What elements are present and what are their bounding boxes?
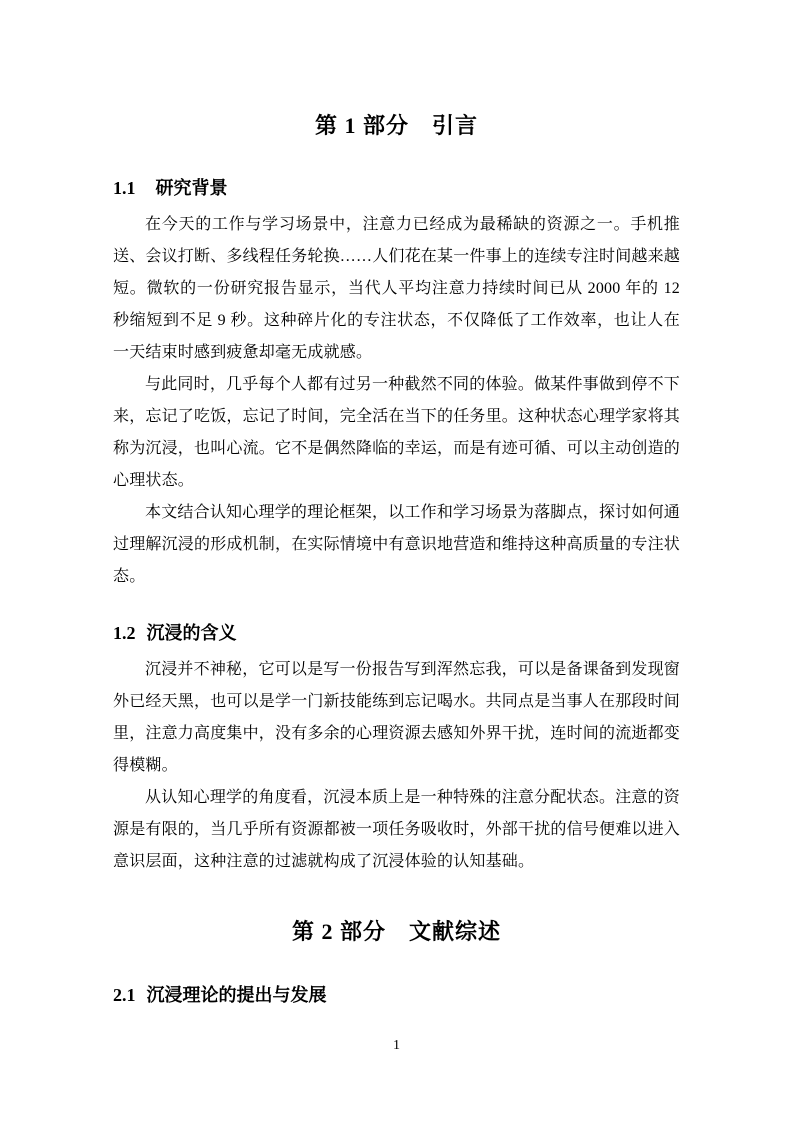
section-title: 研究背景 [155, 178, 228, 198]
paragraph: 从认知心理学的角度看，沉浸本质上是一种特殊的注意分配状态。注意的资源是有限的，当几乎所有资源都被一项任务吸收时，外部干扰的信号便难以进入意识层面，这种注意的过滤就构成了沉浸体验的认知基础。 [113, 789, 681, 870]
page-footer [0, 1036, 793, 1056]
section-heading-1-1 [113, 176, 680, 200]
section-number: 1.2 [113, 623, 136, 643]
section-title: 沉浸的含义 [146, 623, 237, 643]
paragraph: 沉浸并不神秘，它可以是写一份报告写到浑然忘我，可以是备课备到发现窗外已经天黑，也可以是学一门新技能练到忘记喝水。共同点是当事人在那段时间里，注意力高度集中，没有多余的心理资源去感知外界干扰，连时间的流逝都变得模糊。 [113, 661, 681, 774]
section-title: 沉浸理论的提出与发展 [146, 985, 327, 1005]
section-heading-1-2 [113, 621, 680, 645]
chapter-1-title: 第 1 部分 引言 [314, 113, 478, 138]
page-number: 1 [393, 1038, 400, 1053]
section-number: 2.1 [113, 985, 136, 1005]
section-number: 1.1 [113, 178, 136, 198]
paragraph: 与此同时，几乎每个人都有过另一种截然不同的体验。做某件事做到停不下来，忘记了吃饭，忘记了时间，完全活在当下的任务里。这种状态心理学家将其称为沉浸，也叫心流。它不是偶然降临的幸运，而是有迹可循、可以主动创造的心理状态。 [113, 376, 681, 489]
paragraph: 本文结合认知心理学的理论框架，以工作和学习场景为落脚点，探讨如何通过理解沉浸的形成机制，在实际情境中有意识地营造和维持这种高质量的专注状态。 [113, 504, 681, 585]
section-heading-2-1 [113, 983, 680, 1007]
paragraph: 在今天的工作与学习场景中，注意力已经成为最稀缺的资源之一。手机推送、会议打断、多线程任务轮换……人们花在某一件事上的连续专注时间越来越短。微软的一份研究报告显示，当代人平均注意力持续时间已从 2000 年的 12 秒缩短到不足 9 秒。这种碎片化的专注状态，不仅降低了工作效率，也让人在一天结束时感到疲惫却毫无成就感。 [113, 216, 681, 361]
chapter-2-title: 第 2 部分 文献综述 [291, 919, 501, 944]
